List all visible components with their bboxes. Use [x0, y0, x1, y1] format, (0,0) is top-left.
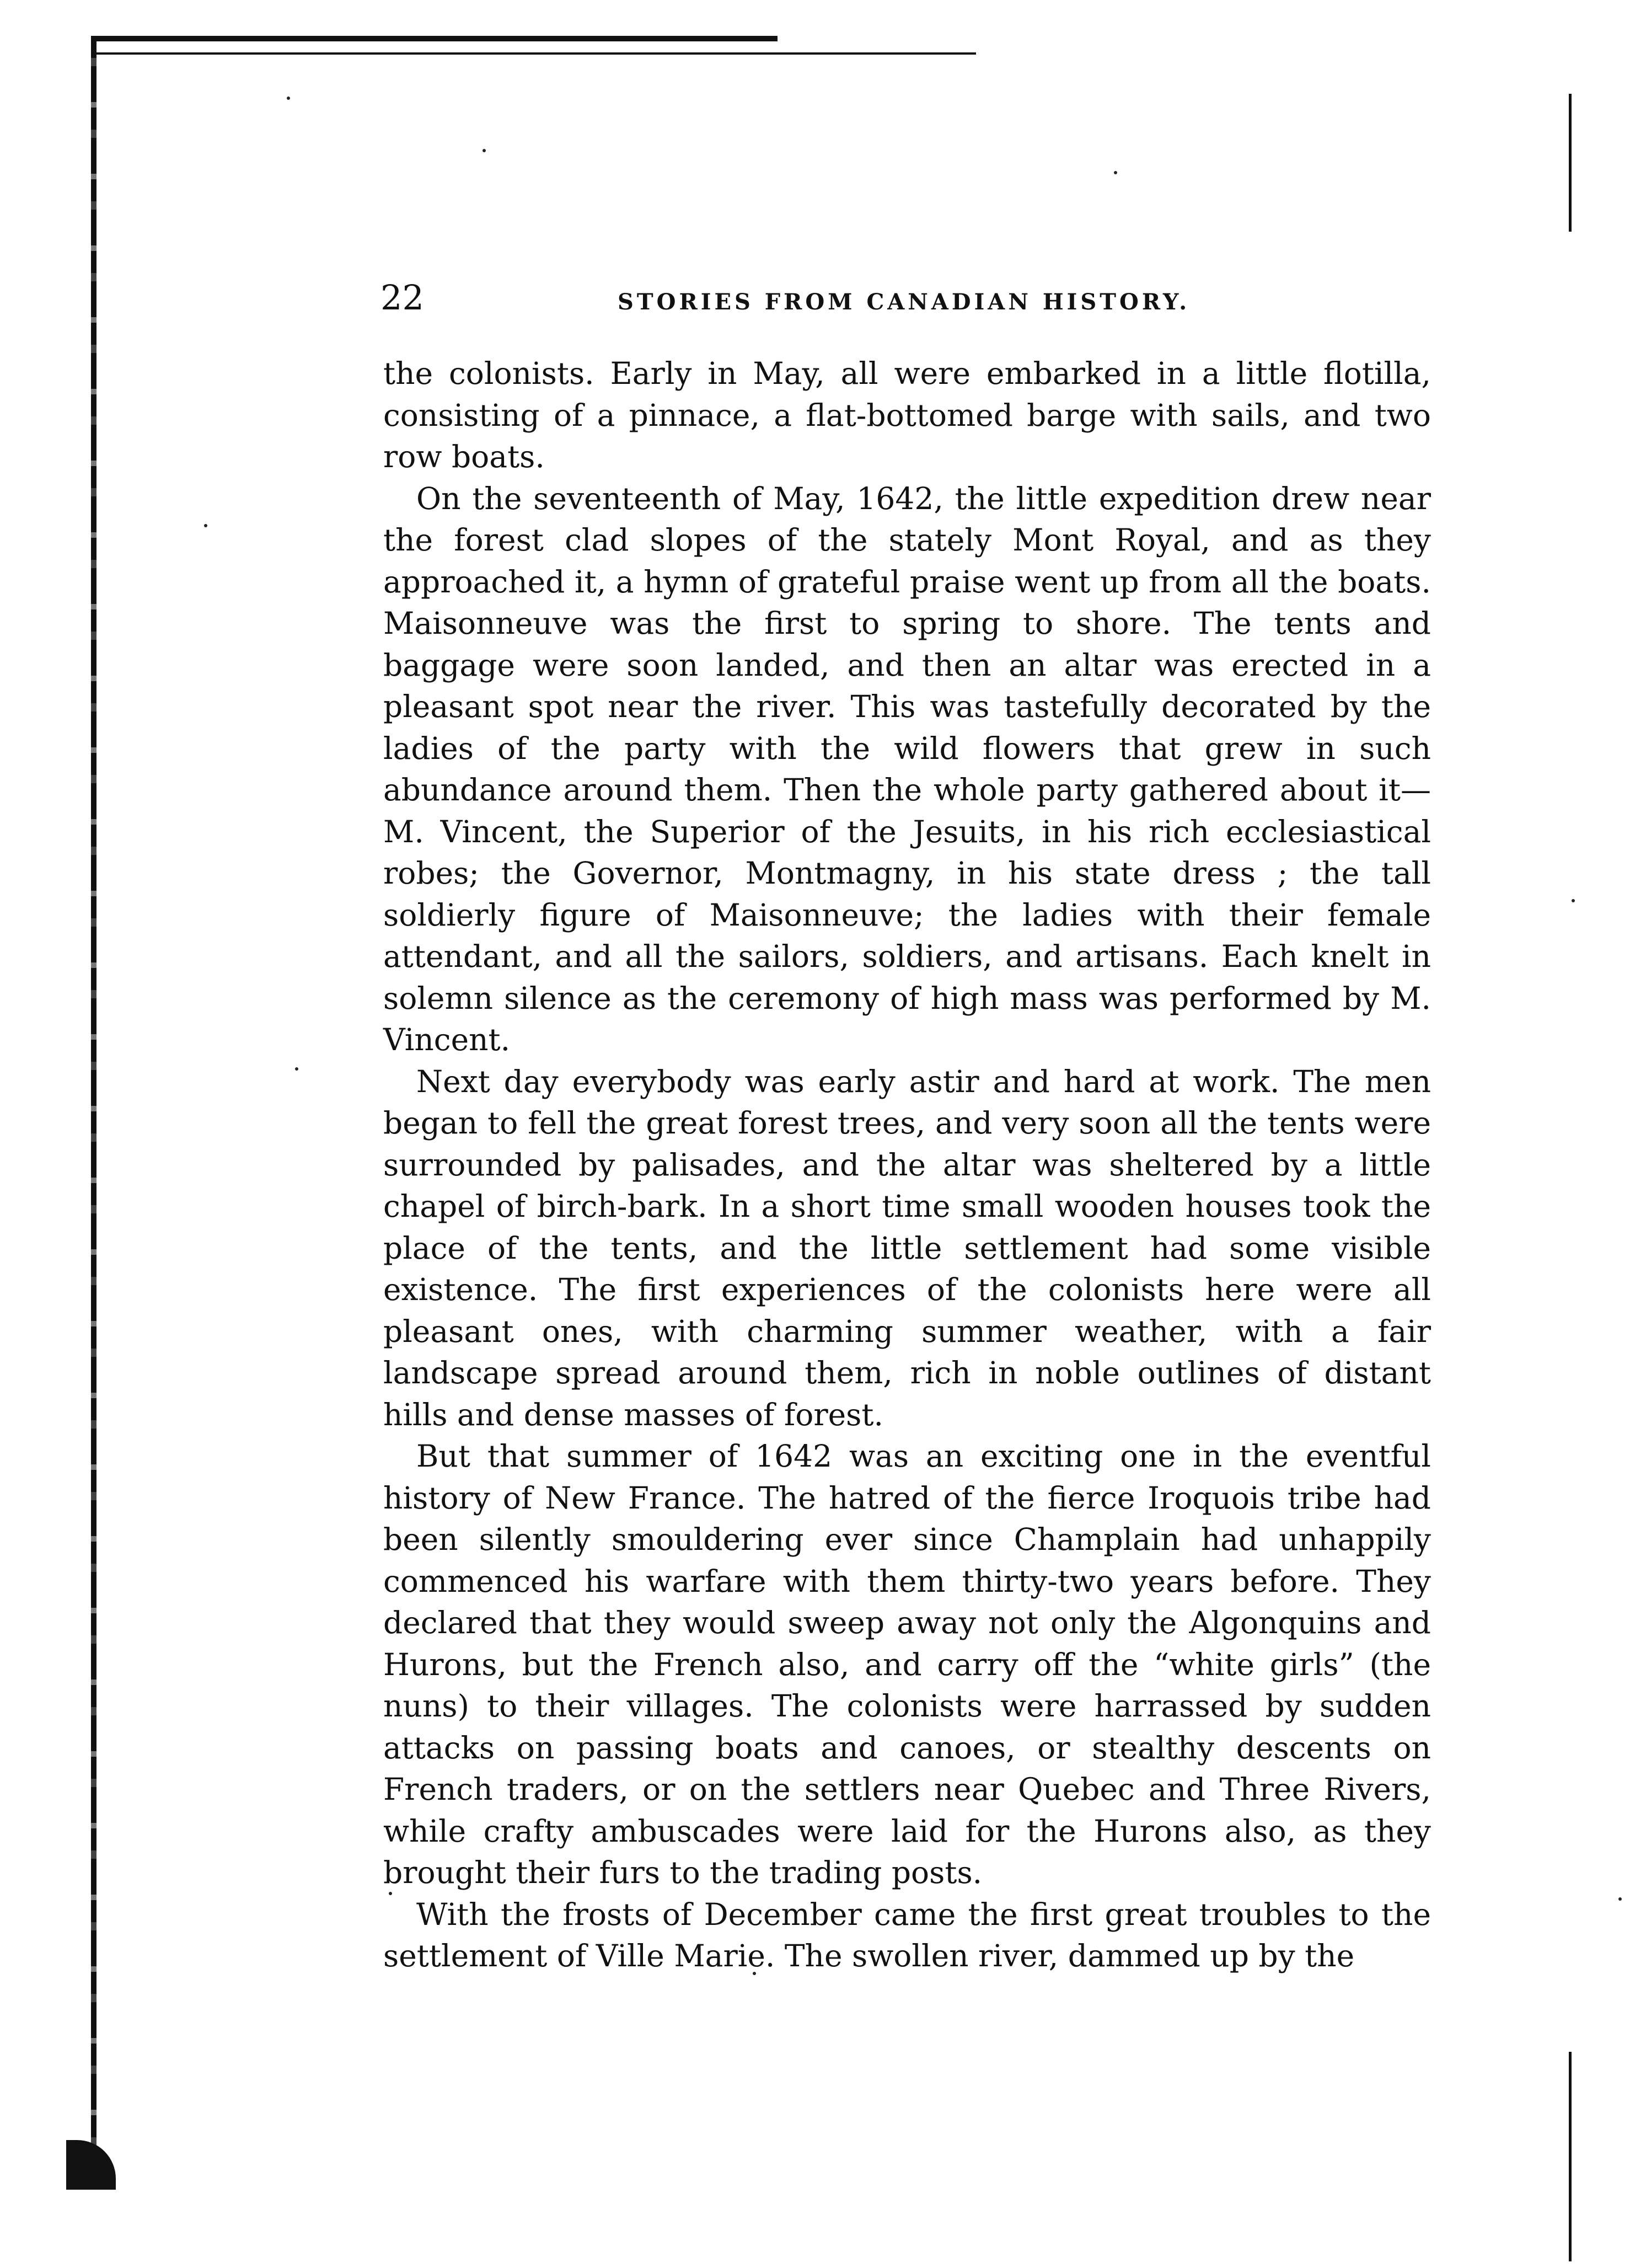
paragraph: But that summer of 1642 was an exciting one in the eventful history of New France. The hatred of the fierce Iroquois tribe had been silently smouldering ever since Champlain had unhappily commenced his warfare with them thirty-two years before. They declared that they would sweep away not only the Algonquins and Hurons, but the French also, and carry off the “white girls” (the nuns) to their villages. The colonists were harrassed by sudden attacks on passing boats and canoes, or stealthy descents on French traders, or on the settlers near Quebec and Three Rivers, while crafty ambuscades were laid for the Hurons also, as they brought their furs to the trading posts.: [383, 1438, 1431, 1890]
scan-border-top: [94, 36, 778, 41]
scan-speck: [295, 1067, 298, 1071]
scan-speck: [1114, 171, 1117, 174]
scan-speck: [1572, 899, 1575, 902]
paragraph: Next day everybody was early astir and hard at work. The men began to fell the great forest trees, and very soon all the tents were surrounded by palisades, and the altar was sheltered by a little chapel of birch-bark. In a short time small wooden houses took the place of the tents, and the little settlement had some visible existence. The first experiences of the colonists here were all pleasant ones, with charming summer weather, with a fair landscape spread around them, rich in noble outlines of distant hills and dense masses of forest.: [383, 1063, 1431, 1432]
scan-speck: [287, 97, 290, 100]
scan-blot: [66, 2140, 116, 2190]
scan-border-right-top: [1569, 94, 1572, 232]
scan-border-top-thin: [94, 52, 976, 55]
paragraph: On the seventeenth of May, 1642, the little expedition drew near the forest clad slopes of the stately Mont Royal, and as they approached it, a hymn of grateful praise went up from all the boats. Maisonneuve was the first to spring to shore. The tents and baggage were soon landed, and then an altar was erected in a pleasant spot near the river. This was tastefully decorated by the ladies of the party with the wild flowers that grew in such abundance around them. Then the whole party gathered about it—M. Vincent, the Superior of the Jesuits, in his rich ecclesiastical robes; the Governor, Montmagny, in his state dress ; the tall soldierly figure of Maisonneuve; the ladies with their female attendant, and all the sailors, soldiers, and artisans. Each knelt in solemn silence as the ceremony of high mass was performed by M. Vincent.: [383, 480, 1431, 1057]
body-text: [383, 353, 1431, 1977]
paragraph: With the frosts of December came the first great troubles to the settlement of Ville Marie. The swollen river, dammed up by the: [383, 1896, 1431, 1973]
scan-speck: [482, 149, 486, 152]
running-title: STORIES FROM CANADIAN HISTORY.: [618, 289, 1191, 315]
paragraph: the colonists. Early in May, all were embarked in a little flotilla, consisting of a pinnace, a flat-bottomed barge with sails, and two row boats.: [383, 356, 1431, 474]
page-number: 22: [380, 277, 424, 318]
scan-speck: [1618, 1897, 1622, 1901]
page-header: [380, 276, 1461, 320]
scan-border-right-bottom: [1569, 2052, 1572, 2261]
scan-speck: [204, 524, 207, 527]
scan-border-left: [91, 36, 96, 2187]
